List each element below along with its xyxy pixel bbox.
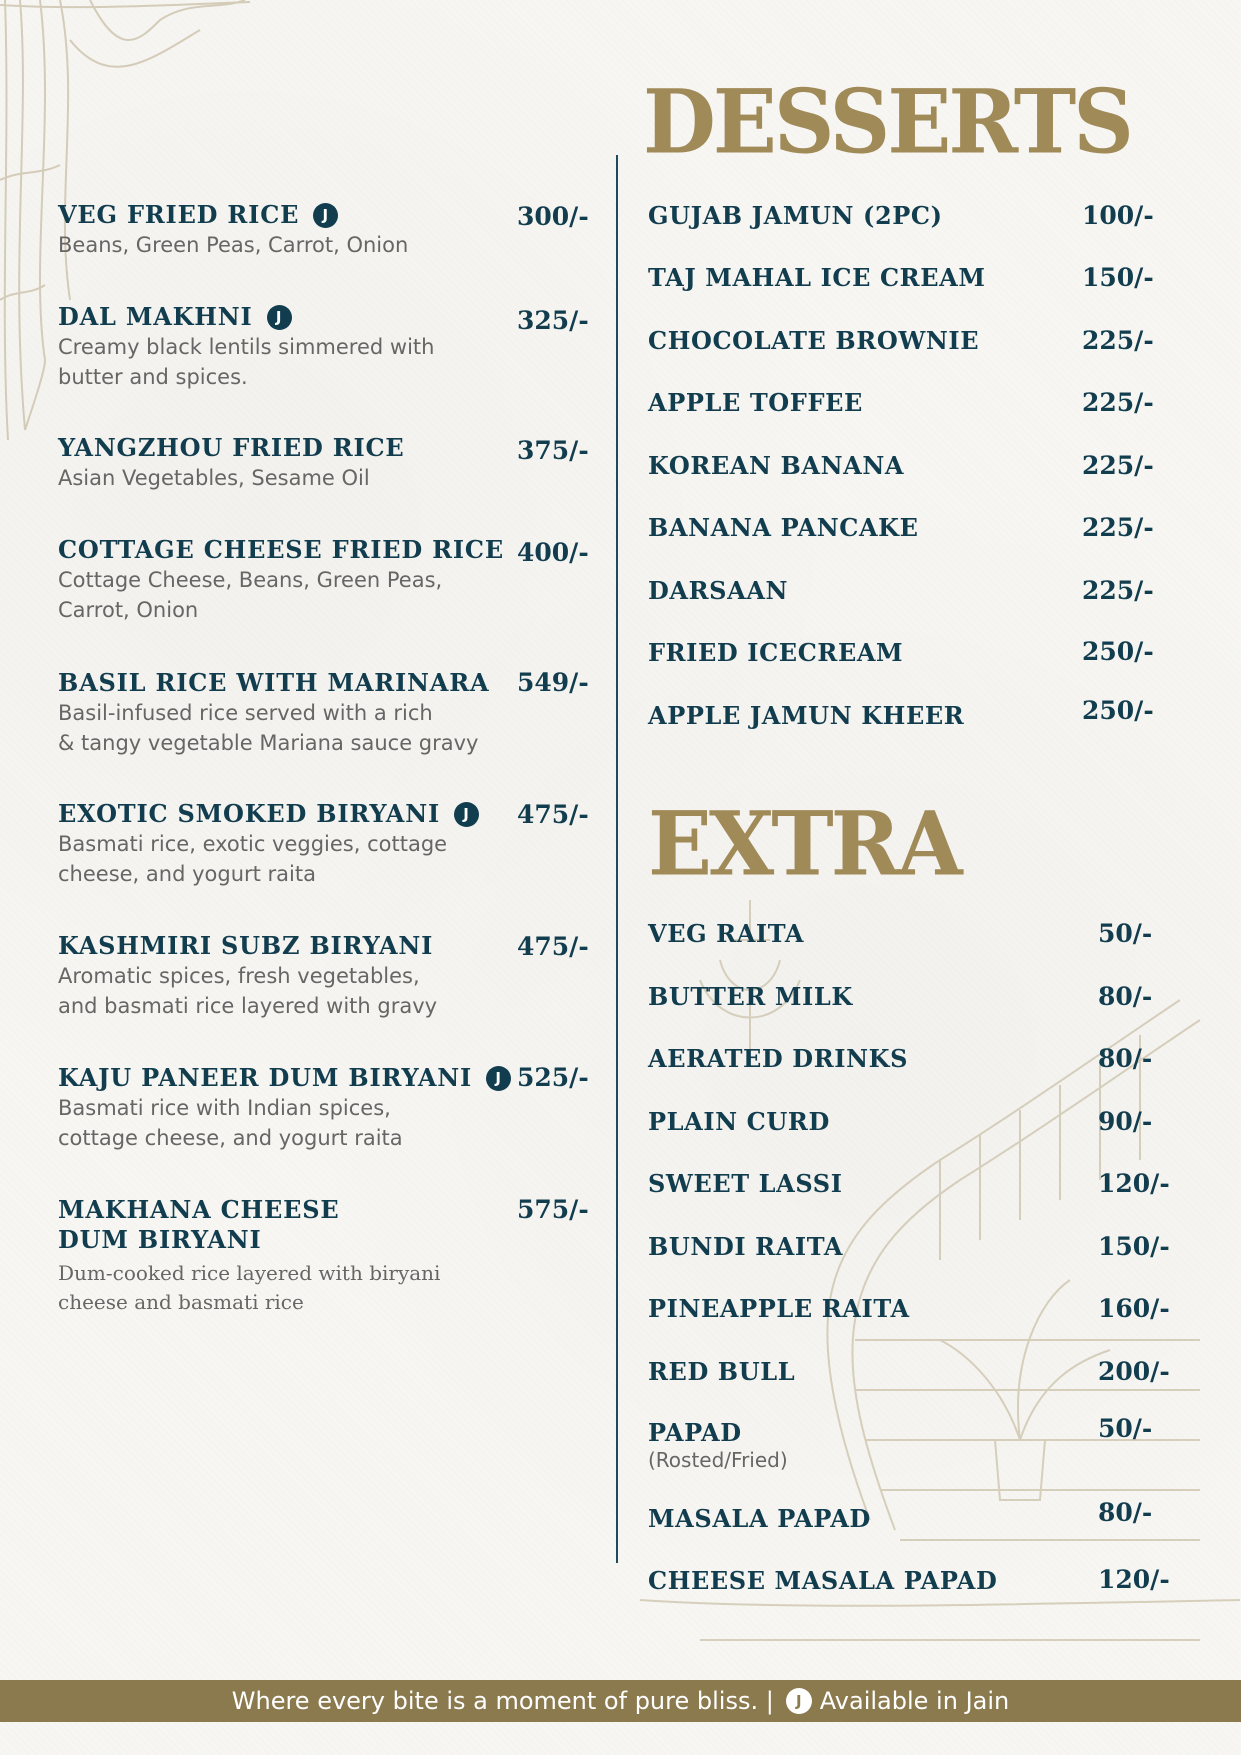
item-name: YANGZHOU FRIED RICE [58, 433, 405, 462]
footer-tagline: Where every bite is a moment of pure bliss. | [231, 1687, 774, 1715]
item-description: Asian Vegetables, Sesame Oil [58, 466, 370, 490]
item-price: 300/- [517, 202, 589, 231]
dessert-name: DARSAAN [648, 576, 789, 605]
footer-jain-label: Available in Jain [819, 1687, 1010, 1715]
menu-item [58, 1063, 511, 1153]
item-name: DAL MAKHNI [58, 302, 253, 331]
item-description: Basmati rice, exotic veggies, cottage [58, 832, 448, 856]
dessert-price: 225/- [1082, 513, 1154, 542]
extra-price: 200/- [1098, 1357, 1170, 1386]
extra-subtext: (Rosted/Fried) [648, 1448, 788, 1472]
dessert-price: 225/- [1082, 451, 1154, 480]
extra-price: 150/- [1098, 1232, 1170, 1261]
item-description: Beans, Green Peas, Carrot, Onion [58, 233, 409, 257]
jain-icon: J [454, 802, 479, 827]
jain-icon: J [313, 203, 338, 228]
extra-name: BUTTER MILK [648, 982, 853, 1011]
extra-name: PINEAPPLE RAITA [648, 1294, 910, 1323]
dessert-name: FRIED ICECREAM [648, 638, 904, 667]
menu-item [58, 433, 404, 493]
desserts-heading: DESSERTS [643, 69, 1131, 174]
extra-price: 120/- [1098, 1169, 1170, 1198]
dessert-price: 150/- [1082, 263, 1154, 292]
column-divider [616, 155, 618, 1563]
menu-item [58, 302, 434, 392]
item-description: butter and spices. [58, 365, 248, 389]
item-description: Dum-cooked rice layered with biryani [58, 1261, 441, 1285]
item-description: Carrot, Onion [58, 598, 199, 622]
extra-name: BUNDI RAITA [648, 1232, 844, 1261]
extra-price: 80/- [1098, 982, 1153, 1011]
dessert-name: TAJ MAHAL ICE CREAM [648, 263, 986, 292]
menu-item [58, 1195, 440, 1317]
item-price: 475/- [517, 932, 589, 961]
dessert-name: APPLE JAMUN KHEER [648, 701, 965, 730]
dessert-price: 225/- [1082, 576, 1154, 605]
dessert-price: 225/- [1082, 388, 1154, 417]
item-description: & tangy vegetable Mariana sauce gravy [58, 731, 479, 755]
item-price: 549/- [517, 668, 589, 697]
item-name: KAJU PANEER DUM BIRYANI [58, 1063, 473, 1092]
item-description: and basmati rice layered with gravy [58, 994, 438, 1018]
jain-icon: J [267, 305, 292, 330]
item-description: Basil-infused rice served with a rich [58, 701, 433, 725]
extra-price: 90/- [1098, 1107, 1153, 1136]
item-name: EXOTIC SMOKED BIRYANI [58, 799, 440, 828]
extra-price: 50/- [1098, 919, 1153, 948]
item-price: 575/- [517, 1195, 589, 1224]
extra-name: MASALA PAPAD [648, 1504, 871, 1533]
item-price: 375/- [517, 436, 589, 465]
dessert-price: 225/- [1082, 326, 1154, 355]
item-description: cottage cheese, and yogurt raita [58, 1126, 403, 1150]
dessert-name: CHOCOLATE BROWNIE [648, 326, 980, 355]
item-description: Creamy black lentils simmered with [58, 335, 435, 359]
extra-price: 120/- [1098, 1565, 1170, 1594]
item-description: cheese, and yogurt raita [58, 862, 316, 886]
extra-price: 80/- [1098, 1498, 1153, 1527]
item-price: 475/- [517, 800, 589, 829]
item-name: VEG FRIED RICE [58, 200, 300, 229]
extra-name: VEG RAITA [648, 919, 805, 948]
dessert-price: 100/- [1082, 201, 1154, 230]
item-name: KASHMIRI SUBZ BIRYANI [58, 931, 434, 960]
extra-name: AERATED DRINKS [648, 1044, 909, 1073]
dessert-name: APPLE TOFFEE [648, 388, 863, 417]
extra-name: PAPAD [648, 1418, 742, 1447]
extra-price: 160/- [1098, 1294, 1170, 1323]
item-price: 525/- [517, 1063, 589, 1092]
item-description: cheese and basmati rice [58, 1290, 304, 1314]
item-description: Cottage Cheese, Beans, Green Peas, [58, 568, 443, 592]
dessert-price: 250/- [1082, 637, 1154, 666]
extra-heading: EXTRA [648, 791, 960, 896]
item-description: Aromatic spices, fresh vegetables, [58, 964, 420, 988]
extra-name: SWEET LASSI [648, 1169, 843, 1198]
footer-banner [0, 1680, 1241, 1722]
item-name: BASIL RICE WITH MARINARA [58, 668, 490, 697]
dessert-name: KOREAN BANANA [648, 451, 905, 480]
dessert-price: 250/- [1082, 696, 1154, 725]
extra-name: CHEESE MASALA PAPAD [648, 1566, 998, 1595]
item-price: 400/- [517, 538, 589, 567]
item-name: COTTAGE CHEESE FRIED RICE [58, 535, 504, 564]
dessert-name: GUJAB JAMUN (2PC) [648, 201, 943, 230]
item-name: MAKHANA CHEESE [58, 1195, 340, 1224]
menu-item [58, 200, 408, 260]
extra-name: RED BULL [648, 1357, 796, 1386]
item-name: DUM BIRYANI [58, 1225, 262, 1254]
item-description: Basmati rice with Indian spices, [58, 1096, 391, 1120]
item-price: 325/- [517, 306, 589, 335]
jain-icon: J [486, 1066, 511, 1091]
menu-item [58, 799, 479, 889]
extra-price: 80/- [1098, 1044, 1153, 1073]
menu-item [58, 668, 489, 758]
menu-item [58, 535, 504, 625]
jain-icon: J [786, 1688, 812, 1714]
dessert-name: BANANA PANCAKE [648, 513, 919, 542]
extra-name: PLAIN CURD [648, 1107, 830, 1136]
menu-item [58, 931, 437, 1021]
extra-price: 50/- [1098, 1414, 1153, 1443]
